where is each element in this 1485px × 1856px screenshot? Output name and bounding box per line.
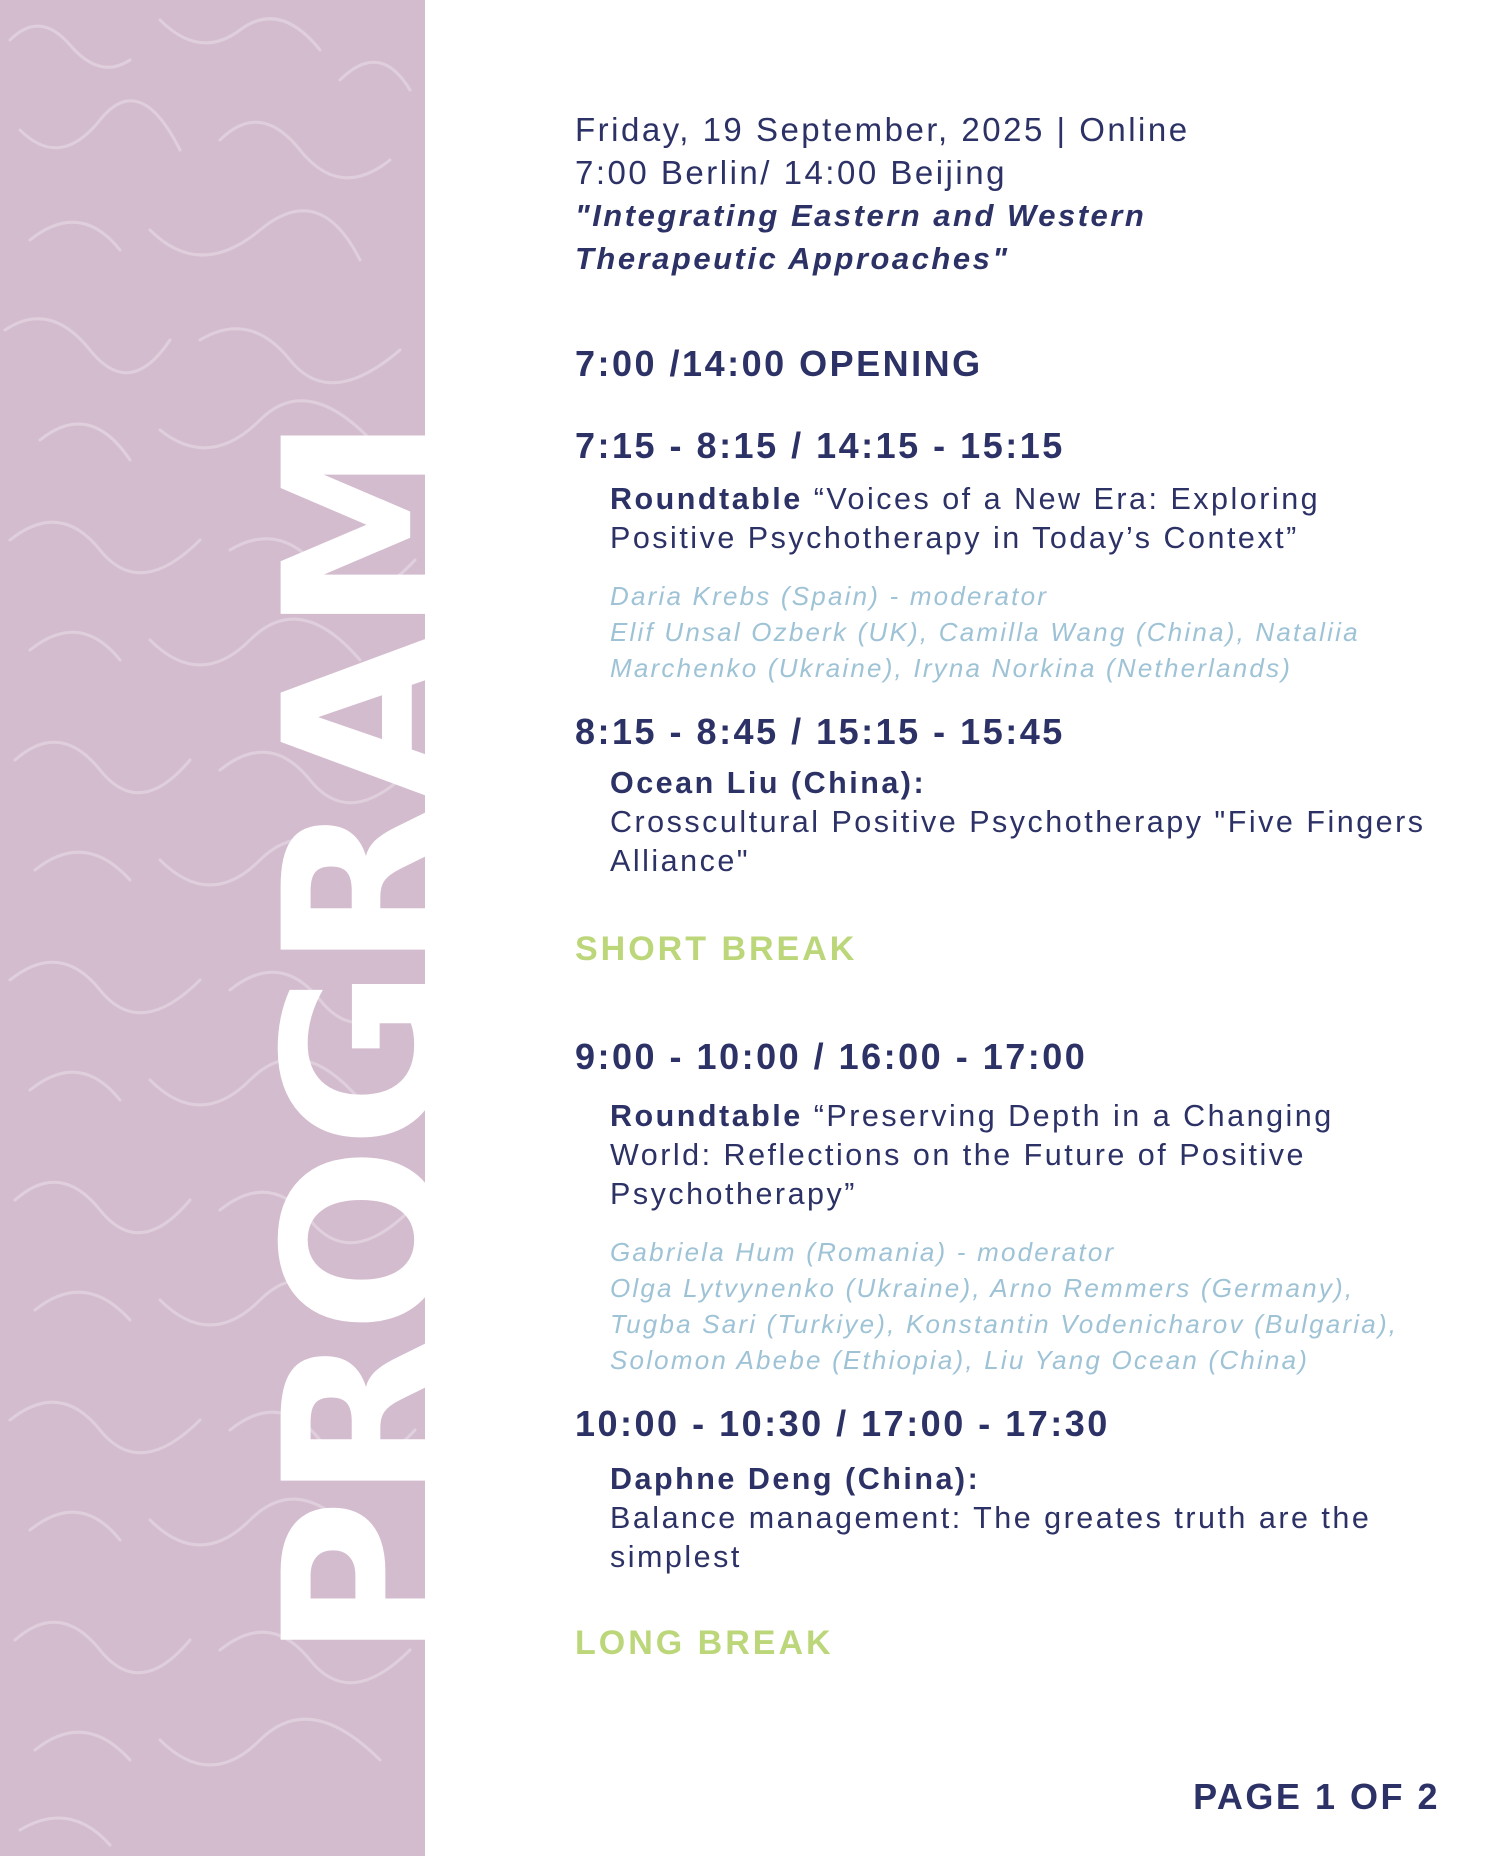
program-vertical-title: PROGRAM [237, 417, 493, 1660]
event-title-line-1: "Integrating Eastern and Western [575, 198, 1147, 233]
event-title-line-2: Therapeutic Approaches" [575, 241, 1010, 276]
session3-speakers [610, 1234, 1430, 1378]
session1-title-text: “Voices of a New Era: Exploring Positive Psychotherapy in Today’s Context” [610, 482, 1321, 555]
short-break: SHORT BREAK [575, 930, 858, 968]
session4-time: 10:00 - 10:30 / 17:00 - 17:30 [575, 1403, 1110, 1444]
long-break: LONG BREAK [575, 1624, 834, 1662]
session3-title [610, 1097, 1430, 1214]
session1-title [610, 480, 1430, 558]
event-time: 7:00 Berlin/ 14:00 Beijing [575, 154, 1007, 191]
session1-label: Roundtable [610, 482, 803, 516]
session3-title-text: “Preserving Depth in a Changing World: Reflections on the Future of Positive Psychotherapy” [610, 1099, 1334, 1211]
page-number: PAGE 1 OF 2 [1193, 1776, 1440, 1817]
sidebar-panel [0, 0, 493, 1856]
session3-time: 9:00 - 10:00 / 16:00 - 17:00 [575, 1036, 1088, 1077]
session2-time: 8:15 - 8:45 / 15:15 - 15:45 [575, 711, 1065, 752]
event-date: Friday, 19 September, 2025 | Online [575, 111, 1190, 148]
session3-moderator: Gabriela Hum (Romania) - moderator [610, 1237, 1116, 1267]
session2-block [610, 764, 1430, 881]
session1-time: 7:15 - 8:15 / 14:15 - 15:15 [575, 425, 1065, 466]
session1-speakers [610, 578, 1430, 686]
session3-label: Roundtable [610, 1099, 803, 1133]
opening-time: 7:00 /14:00 OPENING [575, 343, 983, 384]
session2-speaker: Ocean Liu (China): [610, 766, 927, 800]
session4-block [610, 1460, 1430, 1577]
session4-title: Balance management: The greates truth are the simplest [610, 1501, 1372, 1574]
session3-panelists: Olga Lytvynenko (Ukraine), Arno Remmers (Germany), Tugba Sari (Turkiye), Konstantin Vodenicharov (Bulgaria), Solomon Abebe (Ethiopia), Liu Yang Ocean (China) [610, 1273, 1399, 1375]
session2-title: Crosscultural Positive Psychotherapy "Five Fingers Alliance" [610, 805, 1426, 878]
session4-speaker: Daphne Deng (China): [610, 1462, 981, 1496]
program-content [575, 108, 1435, 1665]
session1-moderator: Daria Krebs (Spain) - moderator [610, 581, 1049, 611]
session1-panelists: Elif Unsal Ozberk (UK), Camilla Wang (China), Nataliia Marchenko (Ukraine), Iryna Norkina (Netherlands) [610, 617, 1360, 683]
